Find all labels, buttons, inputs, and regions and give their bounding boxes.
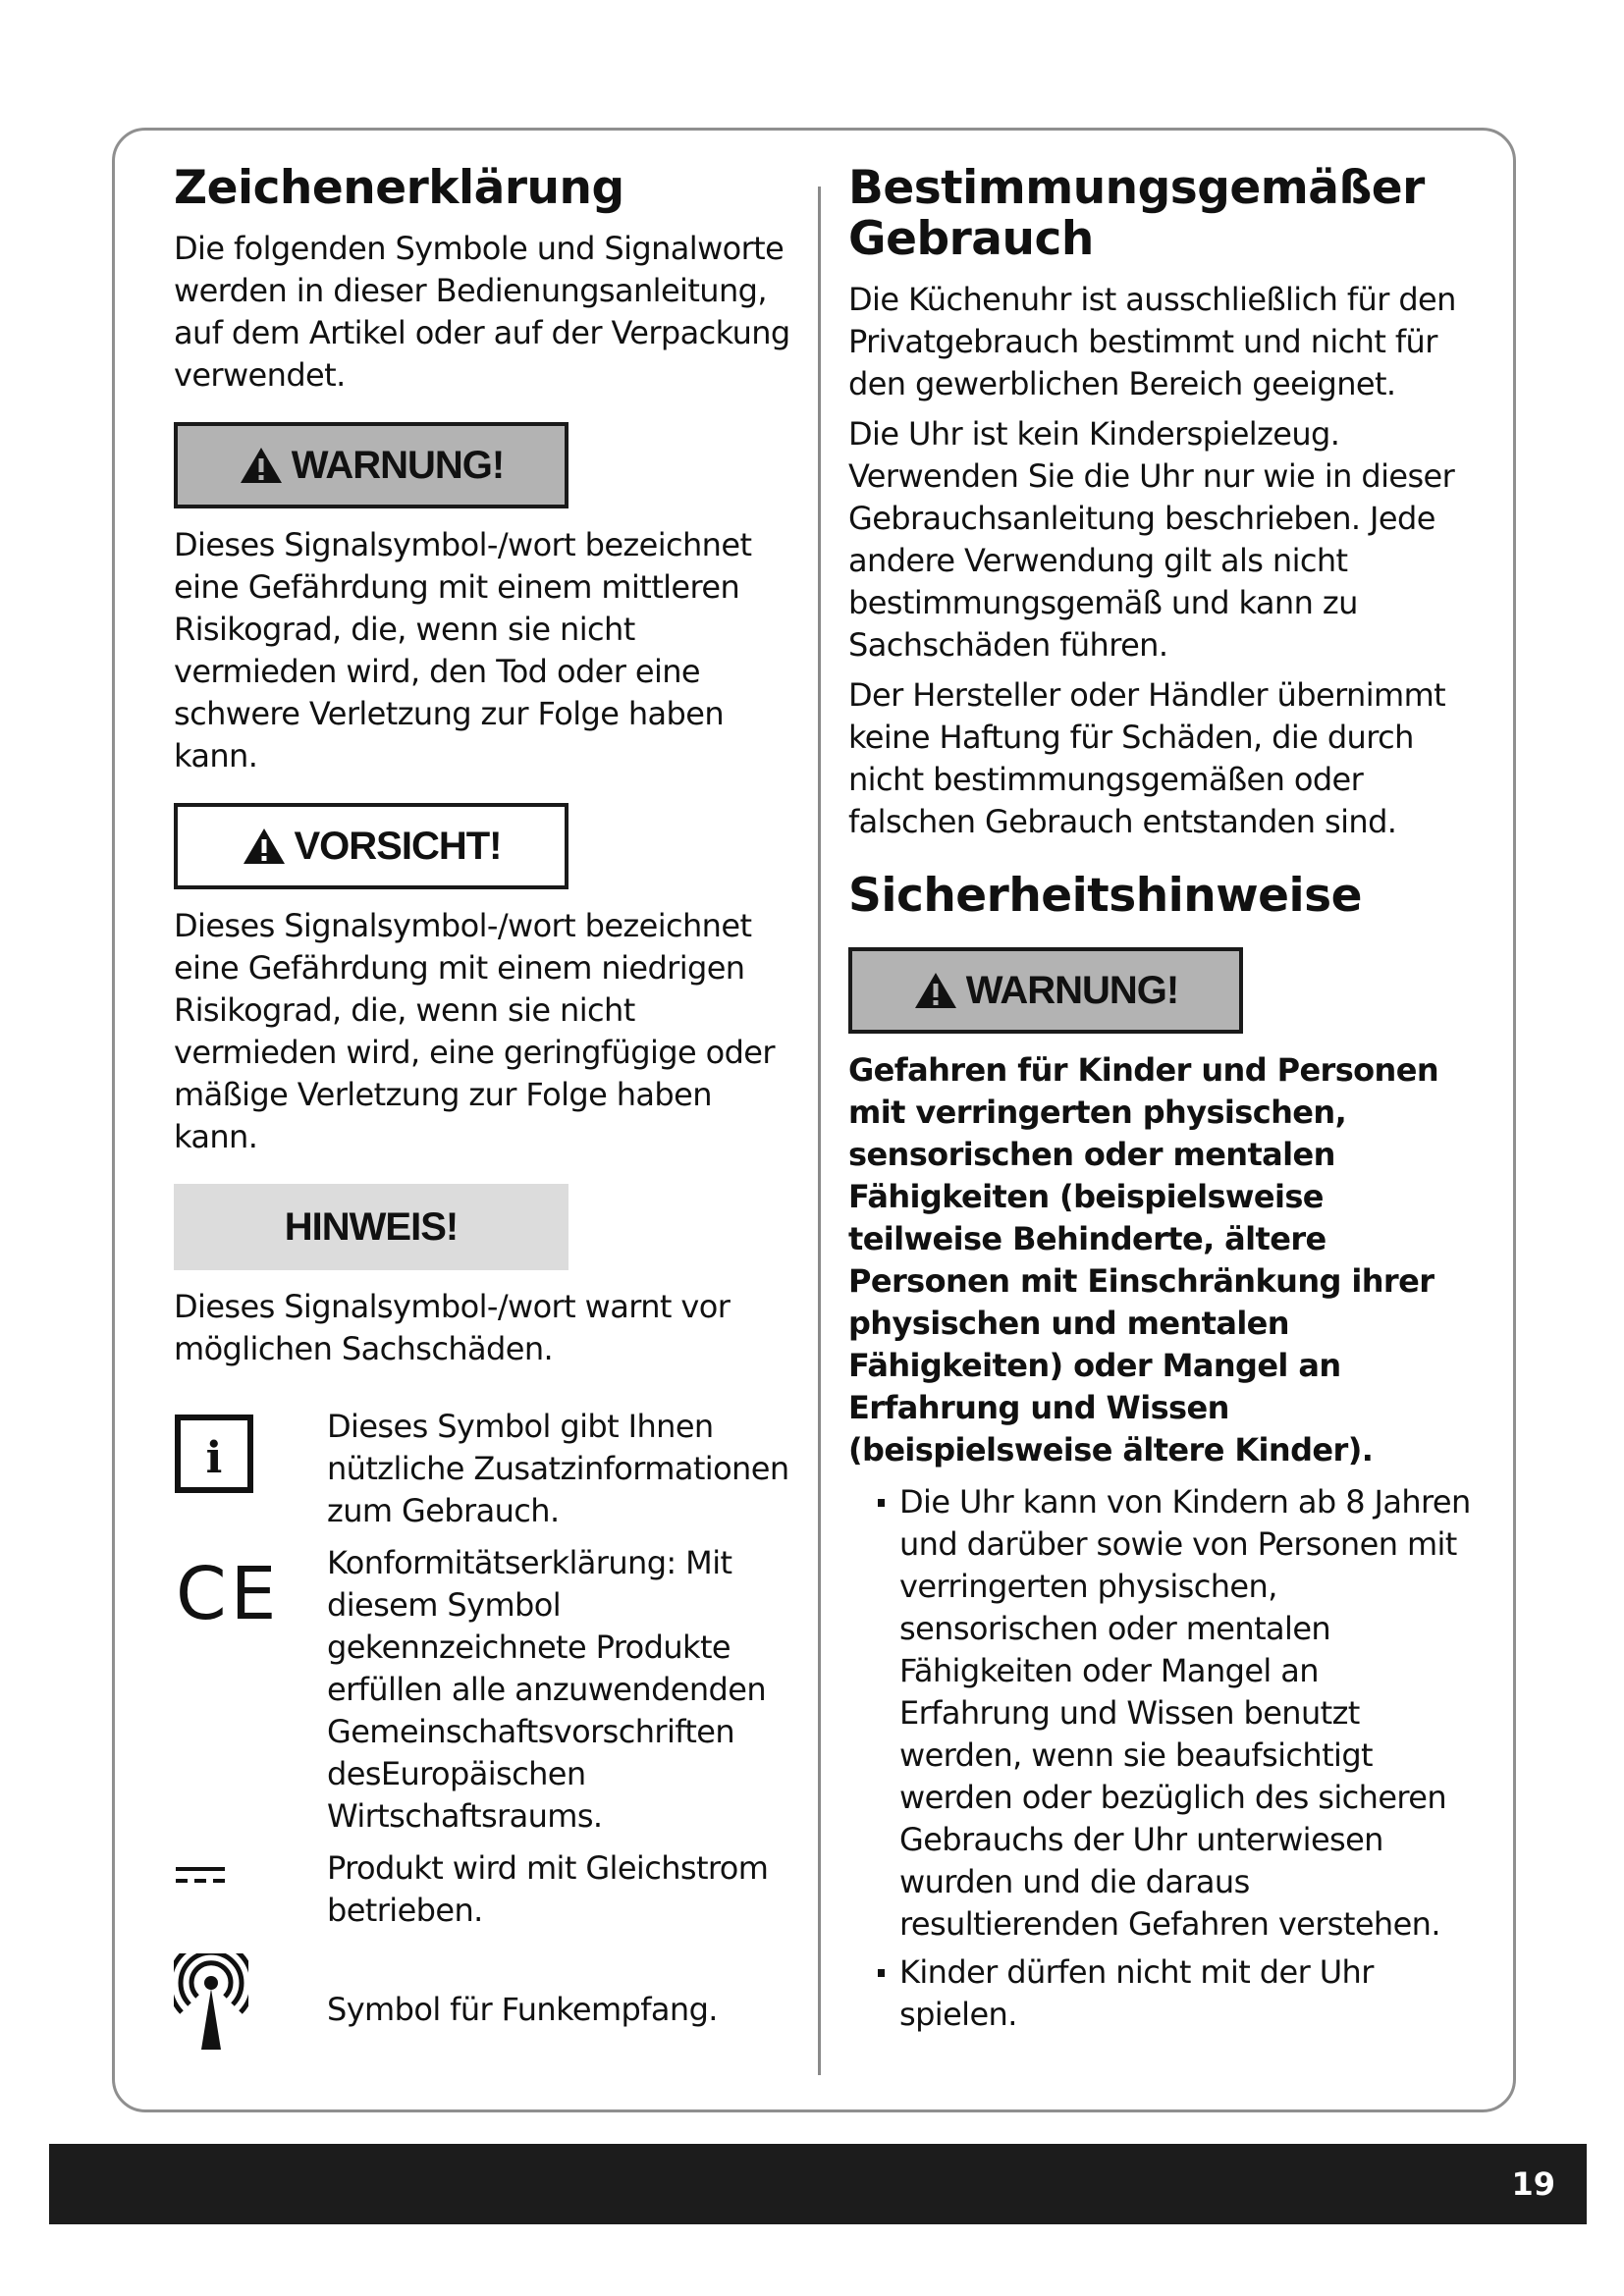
caution-label: VORSICHT! — [294, 824, 502, 868]
bullet-icon — [878, 1969, 885, 1977]
ce-symbol-text: Konformitätserklärung: Mit diesem Symbol gekennzeichnete Produkte erfüllen alle anzuwendenden Gemeinschaftsvorschriften desEuropäischen Wirtschaftsraums. — [327, 1544, 767, 1835]
note-signal-box — [174, 1184, 568, 1270]
list-item — [848, 1951, 1477, 2036]
bullet-text: Kinder dürfen nicht mit der Uhr spielen. — [899, 1953, 1374, 2033]
caution-description: Dieses Signalsymbol-/wort bezeichnet eine Gefährdung mit einem niedrigen Risikograd, die, wenn sie nicht vermieden wird, eine geringfügige oder mäßige Verletzung zur Folge haben kann. — [174, 907, 775, 1155]
safety-warning-triangle-icon — [913, 971, 958, 1010]
direct-current-icon — [174, 1855, 229, 1895]
safety-warning-label: WARNUNG! — [965, 968, 1179, 1012]
ce-mark-glyph: CE — [176, 1552, 281, 1630]
note-description: Dieses Signalsymbol-/wort warnt vor möglichen Sachschäden. — [174, 1288, 731, 1367]
list-item — [848, 1481, 1477, 1946]
safety-warning-signal-box — [848, 947, 1243, 1034]
warning-description: Dieses Signalsymbol-/wort bezeichnet eine Gefährdung mit einem mittleren Risikograd, die, wenn sie nicht vermieden wird, den Tod oder eine schwere Verletzung zur Folge haben kann. — [174, 526, 752, 774]
dc-symbol-row — [174, 1847, 802, 1932]
dc-symbol-text: Produkt wird mit Gleichstrom betrieben. — [327, 1849, 769, 1929]
info-symbol-row — [174, 1406, 802, 1532]
safety-bullet-list — [848, 1481, 1477, 2036]
column-divider — [818, 187, 821, 2075]
intended-use-heading: Bestimmungsgemäßer Gebrauch — [848, 161, 1425, 266]
radio-signal-icon — [174, 1953, 248, 2052]
info-icon-glyph: i — [205, 1433, 223, 1483]
info-icon — [174, 1414, 254, 1494]
bullet-icon — [878, 1499, 885, 1507]
note-label: HINWEIS! — [284, 1204, 459, 1249]
footer-bar — [49, 2144, 1587, 2224]
info-symbol-text: Dieses Symbol gibt Ihnen nützliche Zusatzinformationen zum Gebrauch. — [327, 1408, 789, 1529]
warning-signal-box — [174, 422, 568, 508]
caution-signal-box — [174, 803, 568, 889]
warning-label: WARNUNG! — [291, 443, 505, 487]
danger-heading: Gefahren für Kinder und Personen mit verringerten physischen, sensorischen oder mentalen Fähigkeiten (beispielsweise teilweise Behinderte, ältere Personen mit Einschränkung ihrer physischen und mentalen Fähigkeiten) oder Mangel an Erfahrung und Wissen (beispielsweise ältere Kinder). — [848, 1051, 1439, 1468]
caution-triangle-icon — [242, 827, 287, 866]
symbols-intro: Die folgenden Symbole und Signalworte werden in dieser Bedienungsanleitung, auf dem Artikel oder auf der Verpackung verwendet. — [174, 230, 790, 394]
right-column — [848, 147, 1477, 2042]
radio-symbol-row — [174, 1953, 802, 2052]
intended-use-paragraph-1: Die Küchenuhr ist ausschließlich für den Privatgebrauch bestimmt und nicht für den gewerblichen Bereich geeignet. — [848, 281, 1456, 402]
page-number: 19 — [1511, 2165, 1555, 2203]
radio-symbol-text: Symbol für Funkempfang. — [327, 1991, 718, 2028]
intended-use-paragraph-2: Die Uhr ist kein Kinderspielzeug. Verwenden Sie die Uhr nur wie in dieser Gebrauchsanleitung beschrieben. Jede andere Verwendung gilt als nicht bestimmungsgemäß und kann zu Sachschäden führen. — [848, 415, 1455, 664]
ce-symbol-row — [174, 1542, 802, 1838]
warning-triangle-icon — [239, 446, 284, 485]
left-column — [174, 147, 802, 2061]
symbols-heading: Zeichenerklärung — [174, 161, 624, 215]
bullet-text: Die Uhr kann von Kindern ab 8 Jahren und darüber sowie von Personen mit verringerten physischen, sensorischen oder mentalen Fähigkeiten oder Mangel an Erfahrung und Wissen benutzt werden, wenn sie beaufsichtigt werden oder bezüglich des sicheren Gebrauchs der Uhr unterwiesen wurden und die daraus resultierenden Gefahren verstehen. — [899, 1483, 1471, 1943]
ce-mark-icon — [174, 1552, 282, 1630]
intended-use-paragraph-3: Der Hersteller oder Händler übernimmt keine Haftung für Schäden, die durch nicht bestimmungsgemäßen oder falschen Gebrauch entstanden sind. — [848, 676, 1446, 840]
safety-heading: Sicherheitshinweise — [848, 869, 1363, 923]
